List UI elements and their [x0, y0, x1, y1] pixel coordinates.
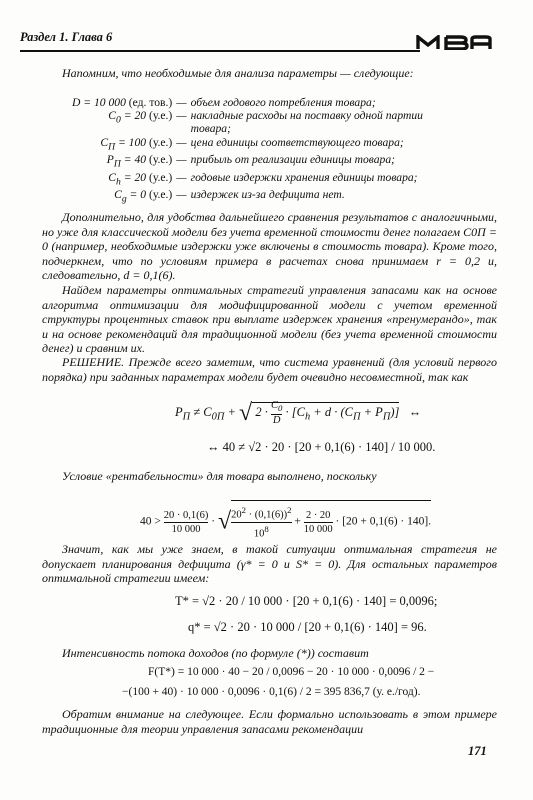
- paragraph-no-deficit: Значит, как мы уже знаем, в такой ситуации оптимальная стратегия не допускает планирования дефицита (γ* = 0 и S* = 0). Для остальных параметров оптимальной стратегии имеем:: [42, 542, 497, 585]
- paragraph-solution: РЕШЕНИЕ. Прежде всего заметим, что система уравнений (для условий первого порядка) при заданных параметрах модели будет очевидно несовместной, так как: [42, 355, 497, 384]
- param-row: $C_0 = 20$ (у.е.) — накладные расходы на поставку одной партии товара;: [108, 109, 423, 136]
- equation-inconsistency: $P_П \ne C_{0П}$ + √ 2 · $\frac{C_0}{D}$ · $[C_h + d \cdot (C_П + P_П)]$ ↔: [175, 400, 422, 427]
- param-row: $C_П = 100$ (у.е.) — цена единицы соответствующего товара;: [100, 135, 404, 152]
- paragraph-income-flow: Интенсивность потока доходов (по формуле (*)) составит: [62, 646, 369, 660]
- header-rule: [20, 50, 420, 52]
- param-row: $C_g = 0$ (у.е.) — издержек из-за дефицита нет.: [114, 188, 345, 205]
- param-row: $P_П = 40$ (у.е.) — прибыль от реализации единицы товара;: [106, 153, 396, 170]
- mba-logo: [416, 35, 494, 50]
- equation-inconsistency-numeric: ↔ 40 ≠ √2 · 20 · [20 + 0,1(6) · 140] / 10 000.: [207, 440, 436, 454]
- equation-income-line1: F(T*) = 10 000 · 40 − 20 / 0,0096 − 20 · 10 000 · 0,0096 / 2 −: [148, 666, 435, 678]
- equation-income-line2: −(100 + 40) · 10 000 · 0,0096 · 0,1(6) / 2 = 395 836,7 (у. е./год).: [122, 686, 421, 698]
- paragraph-additional: Дополнительно, для удобства дальнейшего сравнения результатов с аналогичными, но уже для классической модели без учета временной стоимости денег полагаем C0П = 0 (например, необходимые издержки уже включены в стоимость товара). Кроме того, подчеркнем, что по условиям примера в расчетах снова принимаем r = 0,2 и, следовательно, d = 0,1(6).: [42, 210, 497, 282]
- equation-profitability: 40 > $\frac{20 \cdot 0,1(6)}{10 000}$ · √ $\frac{20^2 \cdot (0,1(6))^2}{10^8}$ + $\frac{2 \cdot 20}{10 000}$ · [20 + 0,1(6) · 140].: [140, 500, 431, 540]
- param-row: $C_h = 20$ (у.е.) — годовые издержки хранения единицы товара;: [108, 170, 418, 187]
- intro-text: Напомним, что необходимые для анализа параметры — следующие:: [62, 66, 414, 80]
- param-row: D = 10 000 (ед. тов.) — объем годового потребления товара;: [72, 96, 376, 109]
- paragraph-profitability: Условие «рентабельности» для товара выполнено, поскольку: [62, 469, 377, 483]
- running-header: Раздел 1. Глава 6: [20, 30, 113, 44]
- equation-optimal-period: T* = √2 · 20 / 10 000 · [20 + 0,1(6) · 140] = 0,0096;: [175, 594, 438, 608]
- paragraph-find-params: Найдем параметры оптимальных стратегий управления запасами как на основе алгоритма оптимизации для модифицированной модели с учетом временной структуры процентных ставок при выплате издержек хранения «пренумерандо», так и на основе рекомендаций для традиционной модели (без учета временной стоимости денег) и сравним их.: [42, 283, 497, 355]
- paragraph-note: Обратим внимание на следующее. Если формально использовать в этом примере традиционные для теории управления запасами рекомендации: [42, 707, 497, 736]
- parameters-list: [72, 96, 462, 206]
- equation-optimal-quantity: q* = √2 · 20 · 10 000 / [20 + 0,1(6) · 140] = 96.: [188, 620, 427, 634]
- page-number: 171: [468, 744, 487, 758]
